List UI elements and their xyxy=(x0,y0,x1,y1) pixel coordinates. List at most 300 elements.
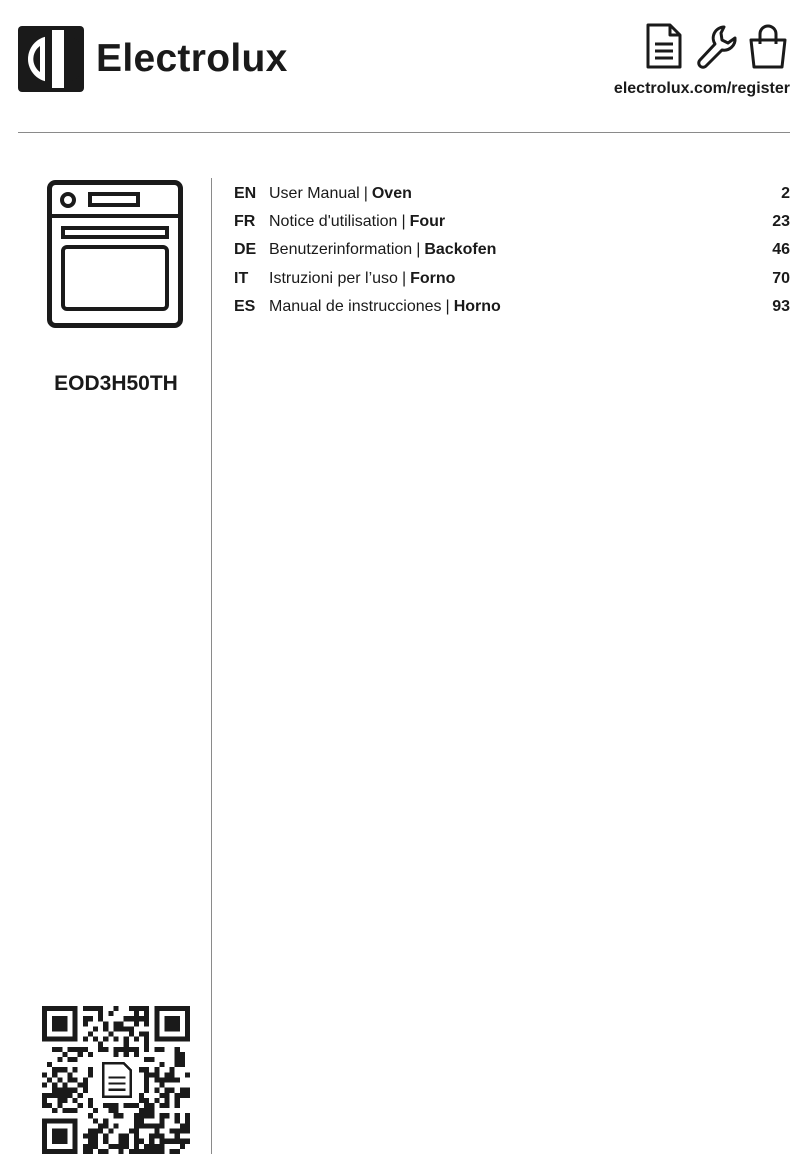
qr-module xyxy=(134,1016,139,1021)
qr-module xyxy=(103,1047,108,1052)
qr-module xyxy=(134,1139,139,1144)
qr-module xyxy=(88,1072,93,1077)
qr-module xyxy=(134,1006,139,1011)
qr-module xyxy=(98,1123,103,1128)
qr-module xyxy=(124,1144,129,1149)
qr-module xyxy=(139,1123,144,1128)
qr-module xyxy=(98,1042,103,1047)
electrolux-logo-icon xyxy=(18,26,84,92)
qr-module xyxy=(144,1016,149,1021)
qr-module xyxy=(175,1134,180,1139)
qr-module xyxy=(180,1057,185,1062)
qr-module xyxy=(154,1144,159,1149)
qr-module xyxy=(62,1098,67,1103)
qr-module xyxy=(119,1134,124,1139)
qr-module xyxy=(83,1088,88,1093)
qr-module xyxy=(83,1047,88,1052)
qr-module xyxy=(83,1149,88,1154)
qr-module xyxy=(52,1072,57,1077)
qr-module xyxy=(159,1093,164,1098)
qr-module xyxy=(144,1067,149,1072)
qr-module xyxy=(170,1067,175,1072)
qr-module xyxy=(83,1077,88,1082)
qr-module xyxy=(159,1118,164,1123)
qr-module xyxy=(154,1149,159,1154)
qr-module xyxy=(144,1088,149,1093)
qr-module xyxy=(68,1072,73,1077)
qr-module xyxy=(144,1006,149,1011)
qr-module xyxy=(88,1098,93,1103)
qr-module xyxy=(124,1052,129,1057)
qr-module xyxy=(124,1103,129,1108)
qr-module xyxy=(73,1088,78,1093)
qr-module xyxy=(175,1057,180,1062)
qr-module xyxy=(134,1134,139,1139)
qr-module xyxy=(134,1123,139,1128)
qr-module xyxy=(98,1011,103,1016)
qr-module xyxy=(113,1103,118,1108)
qr-module xyxy=(175,1077,180,1082)
qr-module xyxy=(144,1103,149,1108)
model-number: EOD3H50TH xyxy=(54,372,178,395)
shopping-bag-icon xyxy=(746,22,790,70)
qr-module xyxy=(144,1037,149,1042)
qr-module xyxy=(47,1062,52,1067)
document-icon xyxy=(642,22,686,70)
title-separator: | xyxy=(401,269,407,287)
title-separator: | xyxy=(401,213,406,231)
qr-module xyxy=(144,1032,149,1037)
qr-module xyxy=(108,1032,113,1037)
qr-module xyxy=(93,1108,98,1113)
qr-module xyxy=(88,1139,93,1144)
qr-module xyxy=(139,1067,144,1072)
qr-module xyxy=(175,1139,180,1144)
qr-module xyxy=(164,1088,169,1093)
qr-module xyxy=(134,1149,139,1154)
column-divider xyxy=(211,178,212,1154)
qr-module xyxy=(47,1077,52,1082)
qr-module xyxy=(98,1128,103,1133)
qr-module xyxy=(62,1093,67,1098)
qr-module xyxy=(144,1021,149,1026)
qr-module xyxy=(93,1026,98,1031)
qr-module xyxy=(108,1011,113,1016)
manual-title-text: Notice d'utilisation xyxy=(269,213,398,231)
qr-module xyxy=(103,1118,108,1123)
qr-module xyxy=(175,1118,180,1123)
qr-module xyxy=(103,1026,108,1031)
qr-module xyxy=(78,1103,83,1108)
qr-module xyxy=(57,1077,62,1082)
qr-module xyxy=(144,1011,149,1016)
qr-module xyxy=(88,1032,93,1037)
qr-module xyxy=(83,1021,88,1026)
qr-module xyxy=(93,1134,98,1139)
qr-module xyxy=(62,1088,67,1093)
qr-module xyxy=(57,1098,62,1103)
oven-icon xyxy=(47,180,183,328)
qr-module xyxy=(113,1006,118,1011)
manual-title xyxy=(269,298,772,316)
qr-module xyxy=(185,1072,190,1077)
qr-module xyxy=(83,1134,88,1139)
qr-module xyxy=(47,1093,52,1098)
qr-module xyxy=(180,1093,185,1098)
registration-url[interactable]: electrolux.com/register xyxy=(613,80,790,97)
qr-module xyxy=(57,1047,62,1052)
qr-module xyxy=(139,1149,144,1154)
qr-module xyxy=(103,1134,108,1139)
qr-module xyxy=(73,1067,78,1072)
qr-module xyxy=(159,1062,164,1067)
qr-module xyxy=(149,1057,154,1062)
qr-module xyxy=(175,1113,180,1118)
qr-module xyxy=(52,1088,57,1093)
brand-name: Electrolux xyxy=(96,37,288,80)
qr-module xyxy=(144,1098,149,1103)
qr-module xyxy=(159,1134,164,1139)
qr-module xyxy=(154,1067,159,1072)
qr-module xyxy=(180,1088,185,1093)
qr-module xyxy=(170,1077,175,1082)
qr-module xyxy=(42,1098,47,1103)
product-name: Horno xyxy=(453,297,501,315)
qr-module xyxy=(88,1067,93,1072)
qr-module xyxy=(134,1052,139,1057)
qr-module xyxy=(144,1083,149,1088)
qr-module xyxy=(113,1144,118,1149)
qr-module xyxy=(164,1093,169,1098)
qr-module xyxy=(175,1103,180,1108)
qr-module xyxy=(139,1118,144,1123)
qr-module xyxy=(159,1103,164,1108)
qr-module xyxy=(144,1149,149,1154)
qr-module xyxy=(154,1134,159,1139)
qr-module xyxy=(129,1016,134,1021)
qr-module xyxy=(103,1149,108,1154)
qr-module xyxy=(119,1144,124,1149)
qr-module xyxy=(119,1026,124,1031)
qr-module xyxy=(98,1006,103,1011)
qr-module xyxy=(164,1113,169,1118)
qr-module xyxy=(144,1047,149,1052)
qr-module xyxy=(113,1037,118,1042)
qr-module xyxy=(93,1144,98,1149)
qr-module xyxy=(78,1093,83,1098)
qr-finder-bottom-left xyxy=(42,1118,78,1154)
qr-module xyxy=(113,1021,118,1026)
qr-module xyxy=(83,1037,88,1042)
qr-module xyxy=(129,1032,134,1037)
toc-row-it[interactable] xyxy=(234,265,790,293)
page-number: 93 xyxy=(772,297,790,315)
qr-module xyxy=(134,1021,139,1026)
title-separator: | xyxy=(416,241,421,259)
qr-module xyxy=(103,1021,108,1026)
qr-module xyxy=(180,1123,185,1128)
qr-module xyxy=(42,1093,47,1098)
qr-module xyxy=(52,1093,57,1098)
qr-module xyxy=(108,1128,113,1133)
qr-module xyxy=(159,1113,164,1118)
qr-module xyxy=(180,1062,185,1067)
qr-module xyxy=(103,1139,108,1144)
qr-module xyxy=(129,1128,134,1133)
qr-module xyxy=(154,1128,159,1133)
qr-module xyxy=(144,1113,149,1118)
qr-module xyxy=(149,1113,154,1118)
qr-module xyxy=(159,1149,164,1154)
page-number: 70 xyxy=(772,269,790,287)
qr-module xyxy=(134,1037,139,1042)
qr-module xyxy=(124,1042,129,1047)
qr-finder-top-left xyxy=(42,1006,78,1042)
title-separator: | xyxy=(445,297,450,315)
qr-module xyxy=(139,1032,144,1037)
qr-module xyxy=(175,1128,180,1133)
qr-module xyxy=(159,1139,164,1144)
qr-module xyxy=(144,1144,149,1149)
qr-module xyxy=(170,1128,175,1133)
qr-module xyxy=(149,1103,154,1108)
qr-module xyxy=(129,1006,134,1011)
qr-module xyxy=(93,1128,98,1133)
qr-module xyxy=(139,1139,144,1144)
qr-module xyxy=(164,1072,169,1077)
qr-module xyxy=(57,1088,62,1093)
qr-code-icon[interactable] xyxy=(42,1006,190,1154)
qr-module xyxy=(52,1083,57,1088)
qr-module xyxy=(108,1103,113,1108)
qr-module xyxy=(175,1052,180,1057)
qr-module xyxy=(164,1103,169,1108)
qr-module xyxy=(170,1072,175,1077)
qr-module xyxy=(108,1108,113,1113)
toc-row-fr[interactable] xyxy=(234,208,790,236)
qr-module xyxy=(139,1016,144,1021)
qr-module xyxy=(88,1149,93,1154)
qr-module xyxy=(98,1016,103,1021)
qr-module xyxy=(170,1139,175,1144)
qr-module xyxy=(185,1139,190,1144)
qr-module xyxy=(144,1057,149,1062)
qr-module xyxy=(88,1103,93,1108)
product-name: Forno xyxy=(410,269,456,287)
page-number: 23 xyxy=(772,213,790,231)
language-code: IT xyxy=(234,269,249,287)
qr-module xyxy=(42,1072,47,1077)
toc-row-de[interactable] xyxy=(234,236,790,264)
qr-module xyxy=(42,1083,47,1088)
language-code: EN xyxy=(234,185,257,203)
qr-module xyxy=(139,1093,144,1098)
qr-module xyxy=(93,1139,98,1144)
qr-module xyxy=(73,1108,78,1113)
qr-module xyxy=(113,1123,118,1128)
qr-module xyxy=(159,1083,164,1088)
manual-title-text: Manual de instrucciones xyxy=(269,297,442,315)
qr-module xyxy=(93,1118,98,1123)
qr-module xyxy=(154,1072,159,1077)
qr-module xyxy=(134,1047,139,1052)
qr-module xyxy=(154,1077,159,1082)
qr-module xyxy=(144,1108,149,1113)
qr-module xyxy=(62,1083,67,1088)
qr-module xyxy=(57,1057,62,1062)
qr-module xyxy=(159,1144,164,1149)
language-code: DE xyxy=(234,241,257,259)
qr-module xyxy=(52,1047,57,1052)
qr-module xyxy=(144,1077,149,1082)
qr-module xyxy=(149,1144,154,1149)
qr-module xyxy=(185,1118,190,1123)
qr-module xyxy=(159,1123,164,1128)
qr-module xyxy=(164,1077,169,1082)
qr-module xyxy=(134,1011,139,1016)
qr-module xyxy=(88,1052,93,1057)
qr-module xyxy=(52,1108,57,1113)
qr-module xyxy=(180,1139,185,1144)
qr-module xyxy=(73,1047,78,1052)
qr-module xyxy=(57,1103,62,1108)
qr-module xyxy=(134,1103,139,1108)
qr-module xyxy=(113,1108,118,1113)
language-code: FR xyxy=(234,213,256,231)
qr-document-icon xyxy=(96,1060,137,1101)
qr-module xyxy=(68,1093,73,1098)
qr-module xyxy=(119,1113,124,1118)
qr-module xyxy=(119,1047,124,1052)
qr-module xyxy=(139,1113,144,1118)
qr-module xyxy=(73,1057,78,1062)
qr-module xyxy=(149,1072,154,1077)
qr-module xyxy=(88,1016,93,1021)
header-divider xyxy=(18,132,790,133)
qr-module xyxy=(144,1042,149,1047)
qr-module xyxy=(175,1098,180,1103)
qr-module xyxy=(159,1077,164,1082)
qr-module xyxy=(149,1134,154,1139)
qr-module xyxy=(73,1077,78,1082)
manual-title xyxy=(269,185,781,203)
qr-module xyxy=(129,1103,134,1108)
qr-module xyxy=(175,1093,180,1098)
qr-module xyxy=(103,1123,108,1128)
qr-module xyxy=(124,1016,129,1021)
qr-module xyxy=(134,1113,139,1118)
qr-module xyxy=(57,1093,62,1098)
qr-module xyxy=(129,1149,134,1154)
qr-module xyxy=(164,1098,169,1103)
qr-module xyxy=(144,1123,149,1128)
qr-module xyxy=(88,1113,93,1118)
qr-module xyxy=(88,1006,93,1011)
qr-module xyxy=(149,1139,154,1144)
qr-module xyxy=(159,1047,164,1052)
qr-module xyxy=(103,1037,108,1042)
page-number: 46 xyxy=(772,241,790,259)
qr-module xyxy=(124,1037,129,1042)
qr-module xyxy=(185,1088,190,1093)
qr-module xyxy=(139,1108,144,1113)
title-separator: | xyxy=(363,185,368,203)
qr-module xyxy=(124,1139,129,1144)
qr-module xyxy=(154,1098,159,1103)
qr-module xyxy=(42,1103,47,1108)
qr-module xyxy=(124,1047,129,1052)
qr-module xyxy=(175,1047,180,1052)
qr-module xyxy=(93,1006,98,1011)
toc-row-en[interactable] xyxy=(234,180,790,208)
qr-module xyxy=(139,1098,144,1103)
qr-module xyxy=(124,1134,129,1139)
qr-module xyxy=(113,1113,118,1118)
qr-module xyxy=(185,1123,190,1128)
qr-module xyxy=(62,1067,67,1072)
registration-icons xyxy=(642,22,790,70)
qr-module xyxy=(98,1047,103,1052)
qr-module xyxy=(68,1077,73,1082)
toc-row-es[interactable] xyxy=(234,293,790,321)
qr-module xyxy=(98,1149,103,1154)
qr-module xyxy=(154,1123,159,1128)
qr-module xyxy=(103,1103,108,1108)
qr-module xyxy=(88,1144,93,1149)
qr-module xyxy=(149,1108,154,1113)
qr-module xyxy=(154,1047,159,1052)
qr-module xyxy=(62,1108,67,1113)
qr-module xyxy=(180,1052,185,1057)
qr-module xyxy=(88,1134,93,1139)
qr-module xyxy=(134,1128,139,1133)
language-code: ES xyxy=(234,297,256,315)
qr-module xyxy=(154,1088,159,1093)
qr-module xyxy=(73,1098,78,1103)
qr-module xyxy=(149,1123,154,1128)
qr-module xyxy=(170,1149,175,1154)
qr-module xyxy=(134,1118,139,1123)
qr-module xyxy=(175,1062,180,1067)
brand-logo xyxy=(18,26,288,92)
qr-module xyxy=(113,1047,118,1052)
qr-module xyxy=(134,1144,139,1149)
qr-module xyxy=(83,1006,88,1011)
qr-module xyxy=(83,1144,88,1149)
qr-module xyxy=(68,1047,73,1052)
qr-module xyxy=(119,1139,124,1144)
qr-finder-top-right xyxy=(154,1006,190,1042)
qr-module xyxy=(149,1149,154,1154)
qr-module xyxy=(78,1047,83,1052)
qr-module xyxy=(180,1128,185,1133)
qr-module xyxy=(113,1052,118,1057)
manual-title-text: Istruzioni per l’uso xyxy=(269,269,398,287)
manual-title-text: Benutzerinformation xyxy=(269,241,413,259)
qr-module xyxy=(93,1037,98,1042)
qr-module xyxy=(170,1088,175,1093)
product-name: Four xyxy=(409,213,446,231)
qr-module xyxy=(119,1021,124,1026)
qr-module xyxy=(108,1144,113,1149)
qr-module xyxy=(144,1072,149,1077)
qr-module xyxy=(47,1103,52,1108)
qr-module xyxy=(78,1083,83,1088)
product-name: Backofen xyxy=(424,241,497,259)
qr-module xyxy=(83,1016,88,1021)
qr-module xyxy=(83,1083,88,1088)
manual-title xyxy=(269,213,772,231)
